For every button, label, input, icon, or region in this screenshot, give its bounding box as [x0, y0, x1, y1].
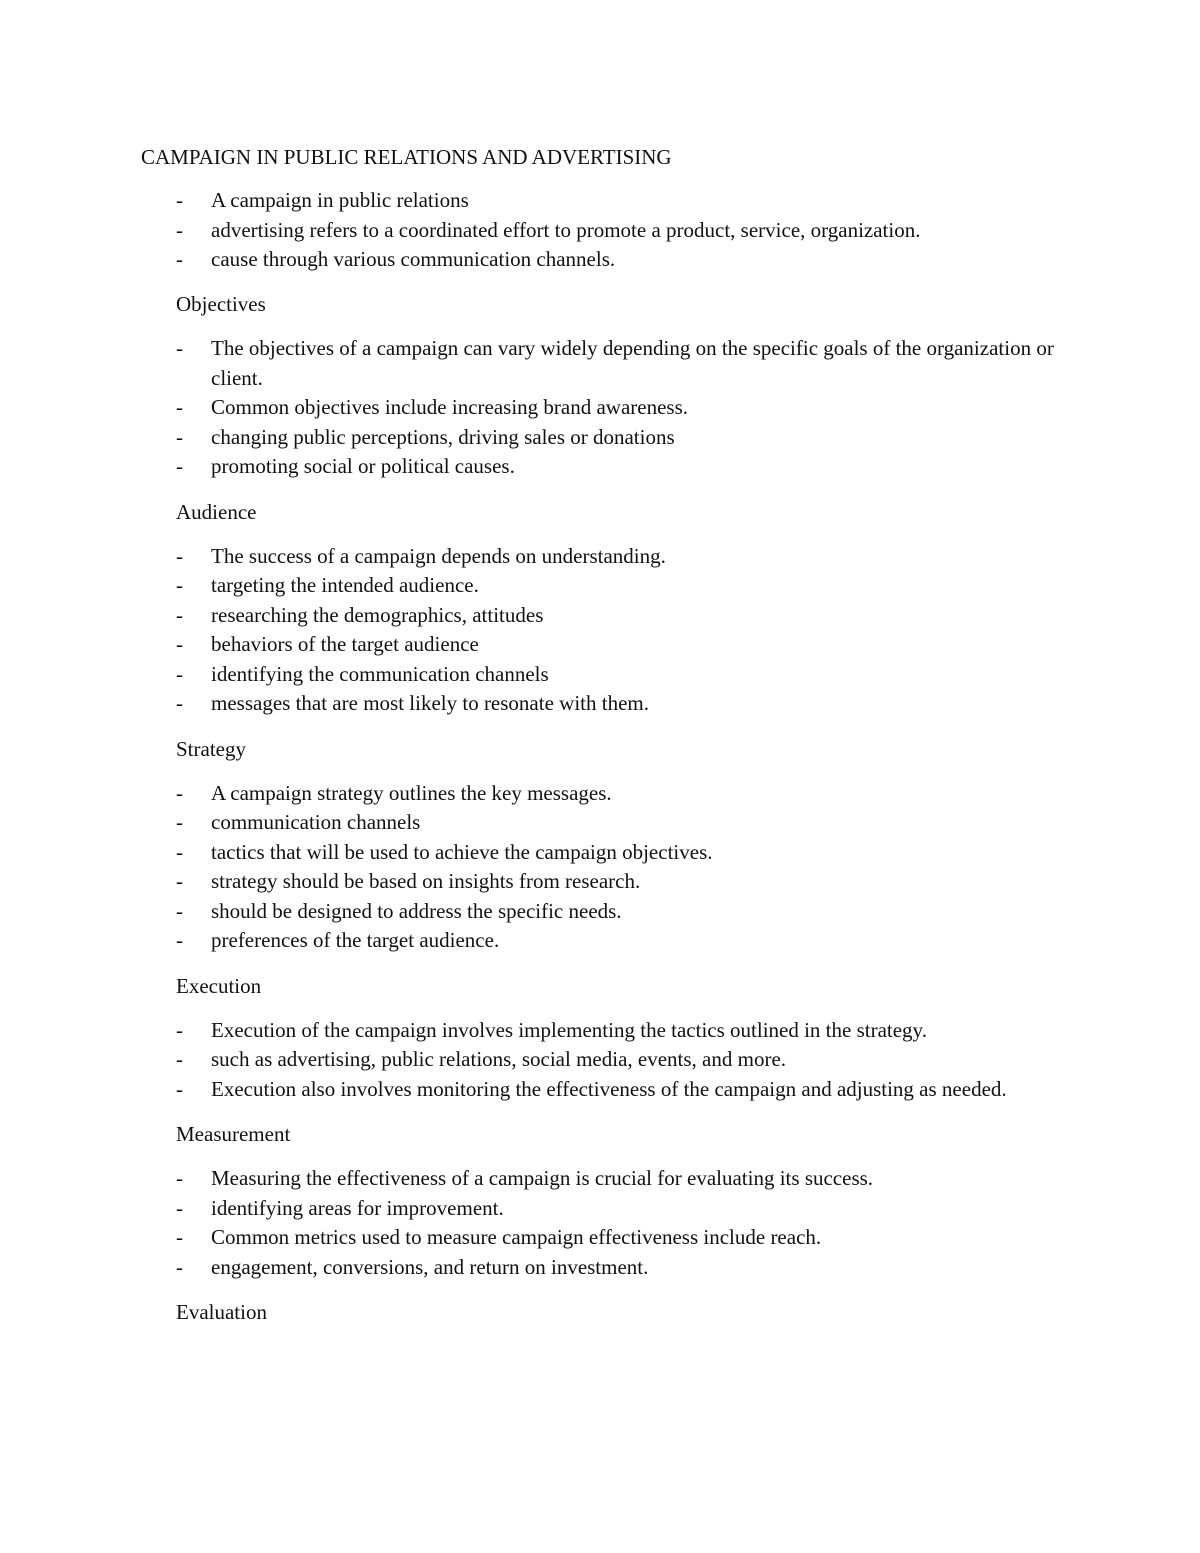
- list-item: [176, 571, 1056, 601]
- list-item-text: A campaign in public relations: [211, 188, 469, 212]
- list-item: [176, 689, 1056, 719]
- section-audience: [176, 498, 1056, 719]
- list-item: [176, 393, 1056, 423]
- bullet-dash: -: [176, 810, 183, 834]
- section-heading: Execution: [176, 973, 262, 998]
- section-strategy: [176, 735, 1056, 956]
- bullet-dash: -: [176, 780, 183, 805]
- bullet-dash: -: [176, 454, 183, 478]
- section-evaluation: [176, 1298, 1056, 1326]
- list-item-text: Common objectives include increasing brand awareness.: [211, 395, 689, 419]
- bullet-dash: -: [176, 602, 183, 627]
- section-heading: Strategy: [176, 736, 246, 761]
- list-item-text: engagement, conversions, and return on investment.: [211, 1254, 649, 1279]
- list-item: [176, 867, 1056, 897]
- list-item-text: Execution also involves monitoring the effectiveness of the campaign and adjusting as needed.: [211, 1076, 1007, 1101]
- list-item-text: should be designed to address the specific needs.: [211, 898, 622, 923]
- list-item-text: tactics that will be used to achieve the campaign objectives.: [211, 839, 713, 864]
- bullet-dash: -: [176, 336, 183, 360]
- list-item: [176, 779, 1056, 809]
- bullet-list: [176, 1164, 1056, 1282]
- list-item-text: researching the demographics, attitudes: [211, 602, 544, 627]
- list-item: [176, 630, 1056, 660]
- list-item-text: messages that are most likely to resonate with them.: [211, 691, 649, 715]
- bullet-list: [176, 779, 1056, 956]
- list-item: [176, 186, 1056, 216]
- list-item: [176, 216, 1056, 246]
- document-title: CAMPAIGN IN PUBLIC RELATIONS AND ADVERTISING: [141, 145, 672, 169]
- bullet-dash: -: [176, 632, 183, 656]
- bullet-dash: -: [176, 869, 183, 893]
- list-item-text: strategy should be based on insights from research.: [211, 869, 641, 893]
- bullet-dash: -: [176, 661, 183, 686]
- bullet-dash: -: [176, 1195, 183, 1220]
- list-item: [176, 542, 1056, 572]
- bullet-dash: -: [176, 1166, 183, 1190]
- list-item-text: The objectives of a campaign can vary widely depending on the specific goals of the organization or client.: [211, 336, 1054, 390]
- list-item: [176, 1016, 1056, 1046]
- bullet-dash: -: [176, 691, 183, 715]
- bullet-dash: -: [176, 1076, 183, 1101]
- list-item: [176, 897, 1056, 927]
- list-item: [176, 1075, 1056, 1105]
- bullet-list: [176, 542, 1056, 719]
- list-item-text: cause through various communication channels.: [211, 247, 616, 271]
- bullet-dash: -: [176, 188, 183, 212]
- list-item-text: preferences of the target audience.: [211, 928, 500, 952]
- list-item: [176, 808, 1056, 838]
- bullet-dash: -: [176, 1047, 183, 1071]
- list-item: [176, 1045, 1056, 1075]
- bullet-dash: -: [176, 1225, 183, 1249]
- bullet-dash: -: [176, 543, 183, 568]
- list-item-text: targeting the intended audience.: [211, 573, 479, 597]
- section-objectives: [176, 290, 1056, 482]
- list-item: [176, 838, 1056, 868]
- list-item: [176, 334, 1056, 393]
- list-item-text: advertising refers to a coordinated effort to promote a product, service, organization.: [211, 217, 921, 242]
- section-heading: Objectives: [176, 292, 266, 316]
- list-item: [176, 926, 1056, 956]
- intro-list: [176, 186, 1056, 275]
- list-item: [176, 1164, 1056, 1194]
- section-heading: Evaluation: [176, 1300, 267, 1324]
- list-item: [176, 1223, 1056, 1253]
- bullet-dash: -: [176, 217, 183, 242]
- bullet-dash: -: [176, 247, 183, 271]
- section-measurement: [176, 1120, 1056, 1282]
- list-item-text: identifying the communication channels: [211, 661, 549, 686]
- list-item: [176, 423, 1056, 453]
- list-item: [176, 660, 1056, 690]
- list-item: [176, 245, 1056, 275]
- list-item-text: behaviors of the target audience: [211, 632, 479, 656]
- bullet-dash: -: [176, 573, 183, 597]
- list-item-text: Execution of the campaign involves implementing the tactics outlined in the strategy.: [211, 1017, 927, 1042]
- list-item-text: communication channels: [211, 810, 421, 834]
- bullet-dash: -: [176, 1254, 183, 1279]
- bullet-list: [176, 334, 1056, 482]
- section-heading: Measurement: [176, 1122, 291, 1146]
- list-item-text: identifying areas for improvement.: [211, 1195, 504, 1220]
- bullet-dash: -: [176, 424, 183, 449]
- list-item-text: The success of a campaign depends on understanding.: [211, 543, 666, 568]
- list-item: [176, 601, 1056, 631]
- list-item-text: such as advertising, public relations, social media, events, and more.: [211, 1047, 787, 1071]
- list-item-text: Measuring the effectiveness of a campaign is crucial for evaluating its success.: [211, 1166, 874, 1190]
- bullet-dash: -: [176, 898, 183, 923]
- bullet-list: [176, 1016, 1056, 1105]
- bullet-dash: -: [176, 839, 183, 864]
- list-item: [176, 1253, 1056, 1283]
- list-item: [176, 452, 1056, 482]
- section-execution: [176, 972, 1056, 1105]
- document-sections: [176, 290, 1056, 1342]
- list-item: [176, 1194, 1056, 1224]
- bullet-dash: -: [176, 928, 183, 952]
- list-item-text: Common metrics used to measure campaign effectiveness include reach.: [211, 1225, 822, 1249]
- list-item-text: A campaign strategy outlines the key messages.: [211, 780, 612, 805]
- list-item-text: promoting social or political causes.: [211, 454, 515, 478]
- section-heading: Audience: [176, 499, 257, 524]
- bullet-dash: -: [176, 1017, 183, 1042]
- list-item-text: changing public perceptions, driving sales or donations: [211, 424, 675, 449]
- bullet-dash: -: [176, 395, 183, 419]
